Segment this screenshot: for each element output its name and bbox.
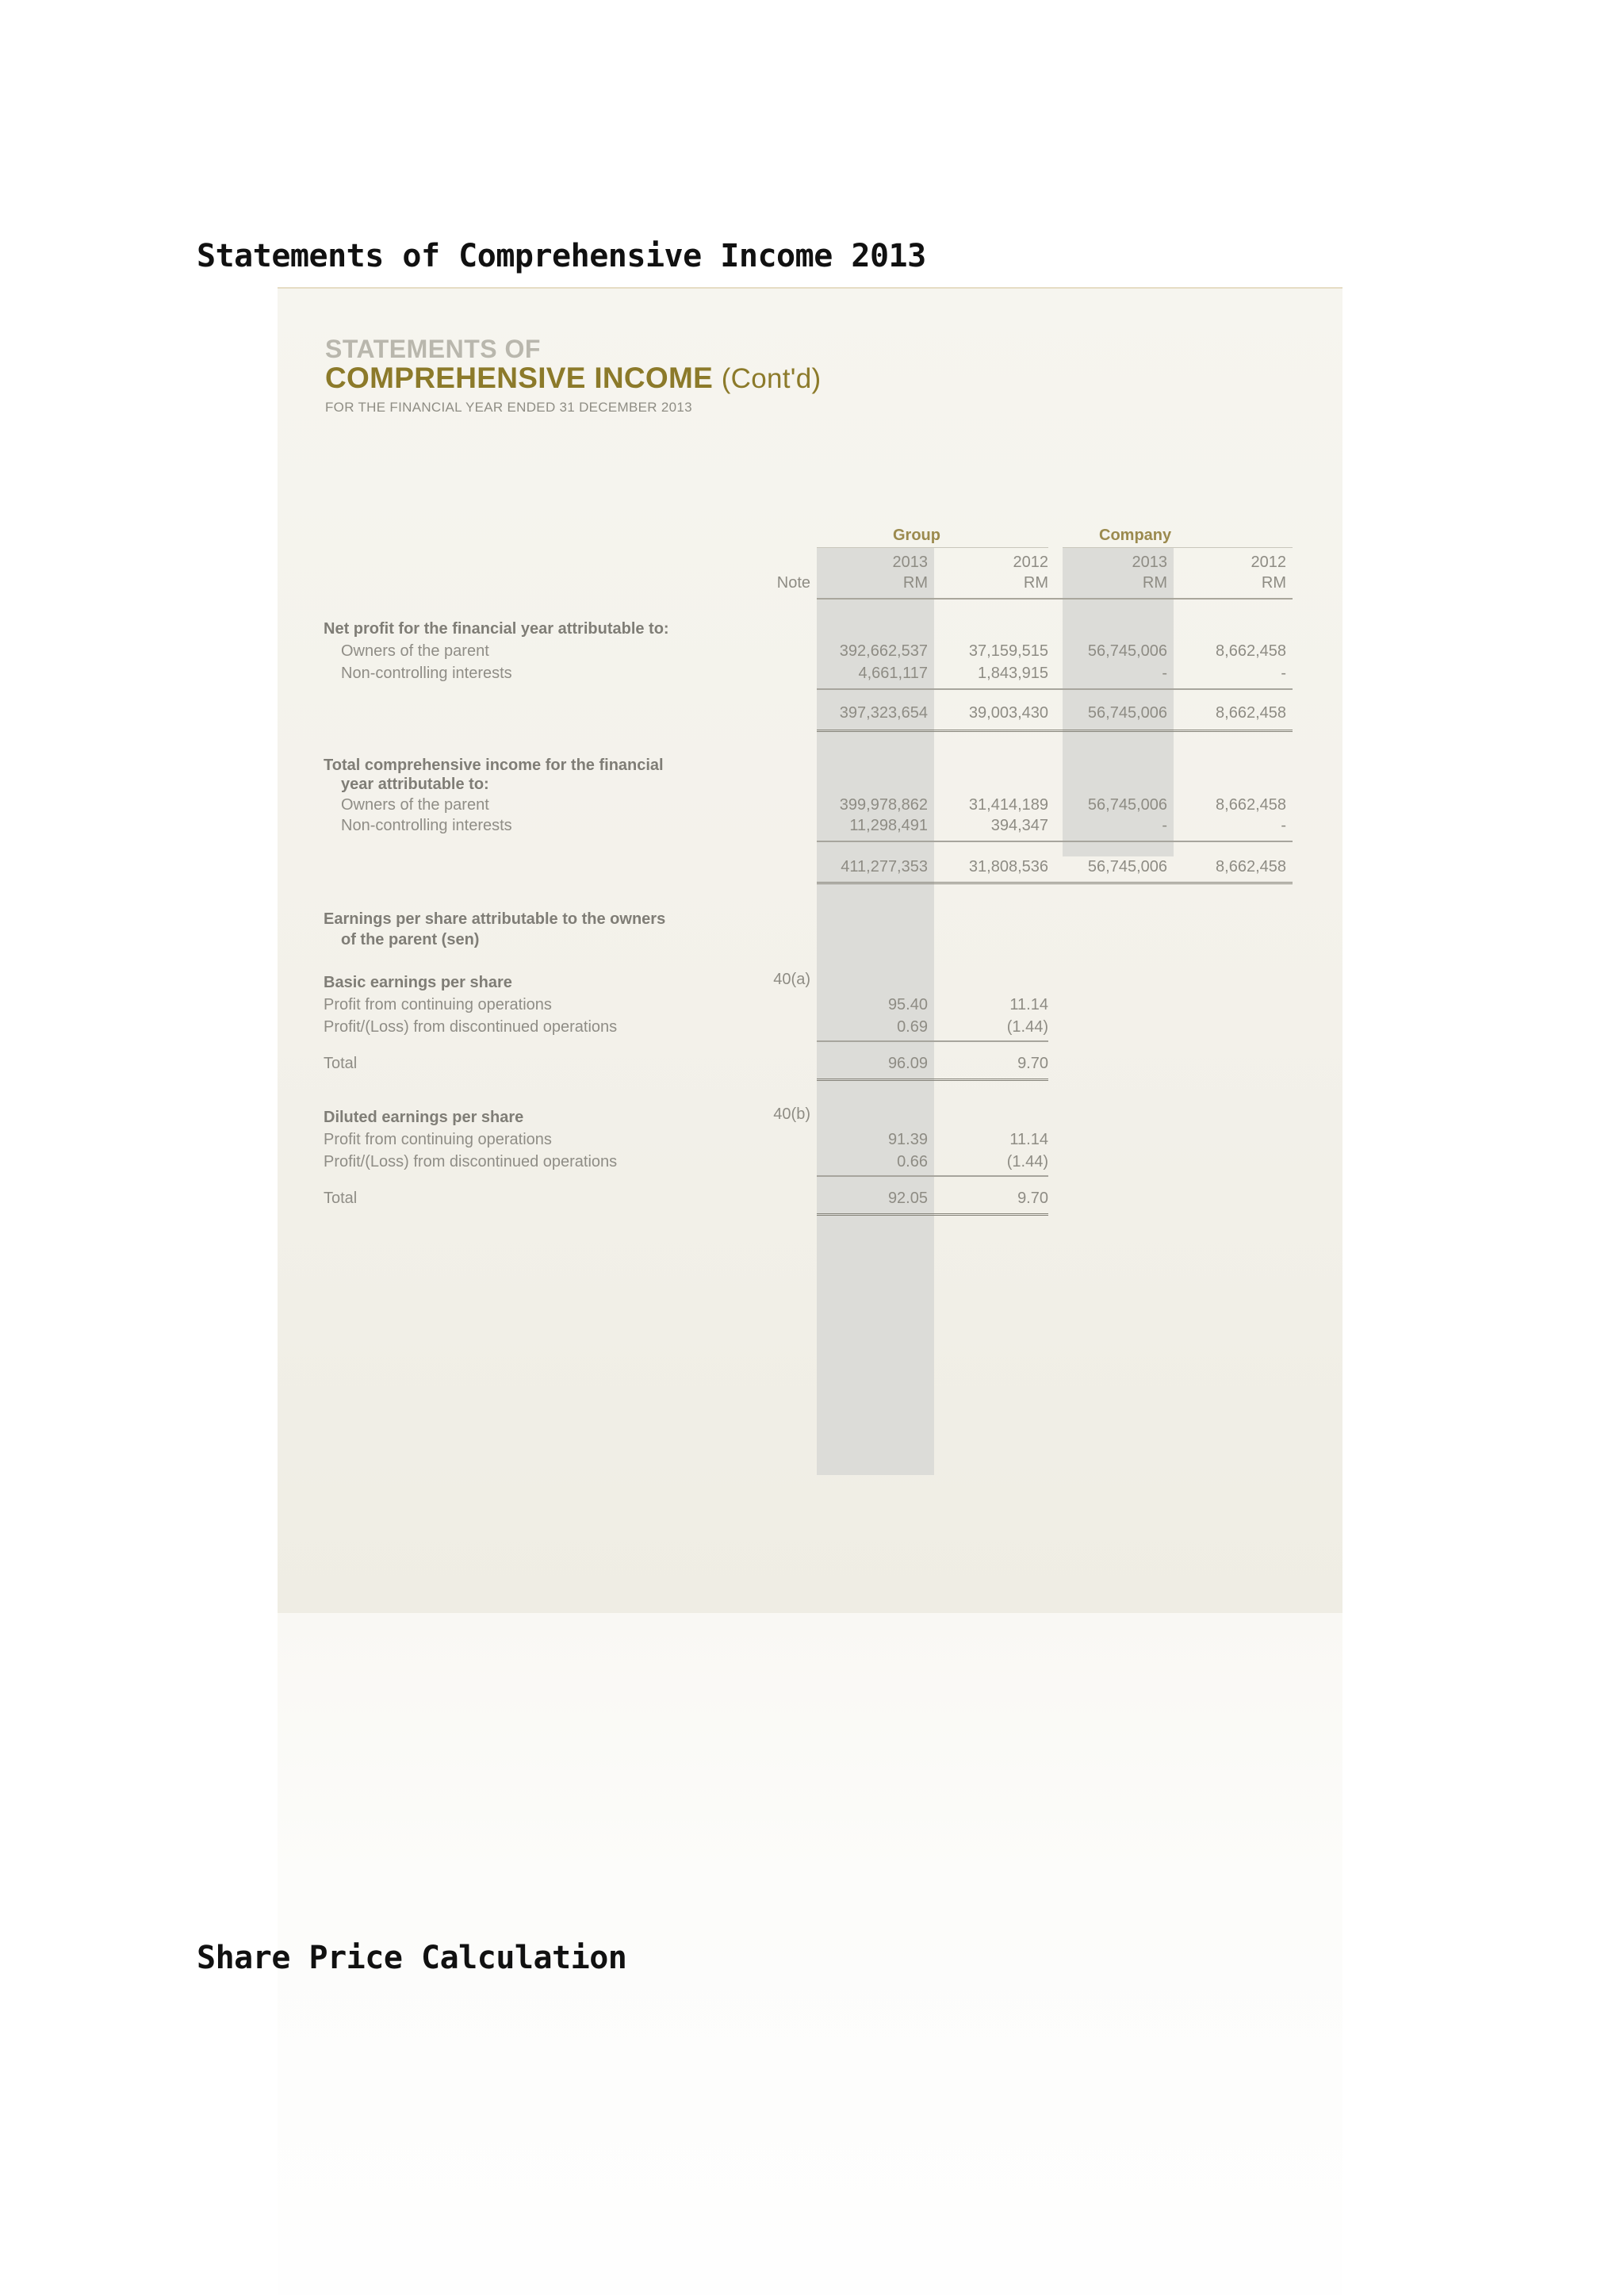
company-2013-year: 2013 (1132, 554, 1167, 571)
tci-owners-group-2012: 31,414,189 (968, 796, 1048, 814)
header-rule (817, 598, 1293, 600)
diluted-eps-label: Diluted earnings per share (324, 1109, 524, 1126)
tci-heading-line1: Total comprehensive income for the financial (324, 757, 664, 774)
eps-heading-line1: Earnings per share attributable to the owners (324, 910, 666, 928)
company-header-rule (1063, 547, 1293, 548)
net-profit-nci-group-2012: 1,843,915 (978, 665, 1048, 682)
tci-total-company-2012: 8,662,458 (1216, 858, 1286, 875)
basic-eps-note: 40(a) (773, 971, 810, 988)
tci-nci-company-2013: - (1162, 817, 1167, 834)
tci-owners-company-2013: 56,745,006 (1087, 796, 1167, 814)
basic-eps-discontinued-2012: (1.44) (1006, 1018, 1048, 1036)
section-heading-statements: Statements of Comprehensive Income 2013 (197, 238, 926, 274)
section-heading-share-price: Share Price Calculation (197, 1940, 627, 1976)
sheet-title-main: COMPREHENSIVE INCOME (325, 362, 714, 394)
net-profit-total-rule (817, 730, 1293, 734)
basic-eps-continuing-label: Profit from continuing operations (324, 996, 552, 1013)
tci-nci-company-2012: - (1281, 817, 1286, 834)
basic-eps-total-label: Total (324, 1055, 358, 1072)
diluted-eps-total-rule (817, 1213, 1048, 1217)
tci-subtotal-rule (817, 841, 1293, 842)
diluted-eps-total-label: Total (324, 1190, 358, 1207)
tci-total-rule (817, 882, 1293, 886)
company-header: Company (1099, 527, 1172, 544)
basic-eps-total-2013: 96.09 (887, 1055, 928, 1072)
company-2013-unit: RM (1142, 574, 1167, 592)
group-2012-unit: RM (1023, 574, 1048, 592)
basic-eps-discontinued-label: Profit/(Loss) from discontinued operations (324, 1018, 618, 1036)
diluted-eps-continuing-label: Profit from continuing operations (324, 1131, 552, 1148)
diluted-eps-discontinued-label: Profit/(Loss) from discontinued operations (324, 1153, 618, 1170)
net-profit-nci-group-2013: 4,661,117 (858, 665, 928, 682)
group-2012-year: 2012 (1013, 554, 1048, 571)
sheet-subtitle: FOR THE FINANCIAL YEAR ENDED 31 DECEMBER 2013 (325, 400, 692, 415)
diluted-eps-discontinued-2012: (1.44) (1006, 1153, 1048, 1170)
tci-total-group-2012: 31,808,536 (968, 858, 1048, 875)
basic-eps-continuing-2012: 11.14 (1009, 996, 1048, 1013)
tci-total-company-2013: 56,745,006 (1087, 858, 1167, 875)
basic-eps-total-rule (817, 1079, 1048, 1082)
group-header-rule (817, 547, 1048, 548)
group-2013-year: 2013 (892, 554, 928, 571)
net-profit-owners-company-2013: 56,745,006 (1087, 642, 1167, 660)
net-profit-total-group-2013: 397,323,654 (839, 704, 928, 722)
sheet-title-line1: STATEMENTS OF (325, 335, 541, 363)
basic-eps-total-2012: 9.70 (1017, 1055, 1048, 1072)
sheet-title-line2 (325, 362, 822, 395)
net-profit-nci-company-2013: - (1162, 665, 1167, 682)
tci-owners-group-2013: 399,978,862 (839, 796, 928, 814)
basic-eps-subtotal-rule (817, 1040, 1048, 1042)
diluted-eps-subtotal-rule (817, 1175, 1048, 1177)
note-header: Note (776, 574, 810, 592)
company-2012-year: 2012 (1251, 554, 1286, 571)
net-profit-owners-company-2012: 8,662,458 (1216, 642, 1286, 660)
group-header: Group (893, 527, 940, 544)
basic-eps-label: Basic earnings per share (324, 974, 512, 991)
statement-scan (278, 287, 1342, 1615)
basic-eps-discontinued-2013: 0.69 (897, 1018, 928, 1036)
company-2012-unit: RM (1261, 574, 1286, 592)
basic-eps-continuing-2013: 95.40 (887, 996, 928, 1013)
diluted-eps-discontinued-2013: 0.66 (897, 1153, 928, 1170)
tci-heading-line2: year attributable to: (341, 776, 489, 793)
net-profit-heading: Net profit for the financial year attributable to: (324, 620, 669, 638)
tci-owners-label: Owners of the parent (341, 796, 489, 814)
tci-nci-group-2013: 11,298,491 (849, 817, 928, 834)
diluted-eps-total-2013: 92.05 (887, 1190, 928, 1207)
net-profit-nci-company-2012: - (1281, 665, 1286, 682)
tci-total-group-2013: 411,277,353 (841, 858, 928, 875)
tci-nci-group-2012: 394,347 (990, 817, 1048, 834)
tci-nci-label: Non-controlling interests (341, 817, 512, 834)
sheet-title-contd: (Cont'd) (721, 363, 822, 394)
net-profit-total-company-2012: 8,662,458 (1216, 704, 1286, 722)
diluted-eps-note: 40(b) (773, 1105, 810, 1123)
net-profit-owners-group-2013: 392,662,537 (839, 642, 928, 660)
diluted-eps-continuing-2013: 91.39 (887, 1131, 928, 1148)
net-profit-owners-label: Owners of the parent (341, 642, 489, 660)
net-profit-total-group-2012: 39,003,430 (968, 704, 1048, 722)
diluted-eps-continuing-2012: 11.14 (1009, 1131, 1048, 1148)
net-profit-owners-group-2012: 37,159,515 (968, 642, 1048, 660)
net-profit-nci-label: Non-controlling interests (341, 665, 512, 682)
net-profit-subtotal-rule (817, 688, 1293, 690)
net-profit-total-company-2013: 56,745,006 (1087, 704, 1167, 722)
diluted-eps-total-2012: 9.70 (1017, 1190, 1048, 1207)
group-2013-unit: RM (902, 574, 928, 592)
eps-heading-line2: of the parent (sen) (341, 931, 480, 948)
tci-owners-company-2012: 8,662,458 (1216, 796, 1286, 814)
